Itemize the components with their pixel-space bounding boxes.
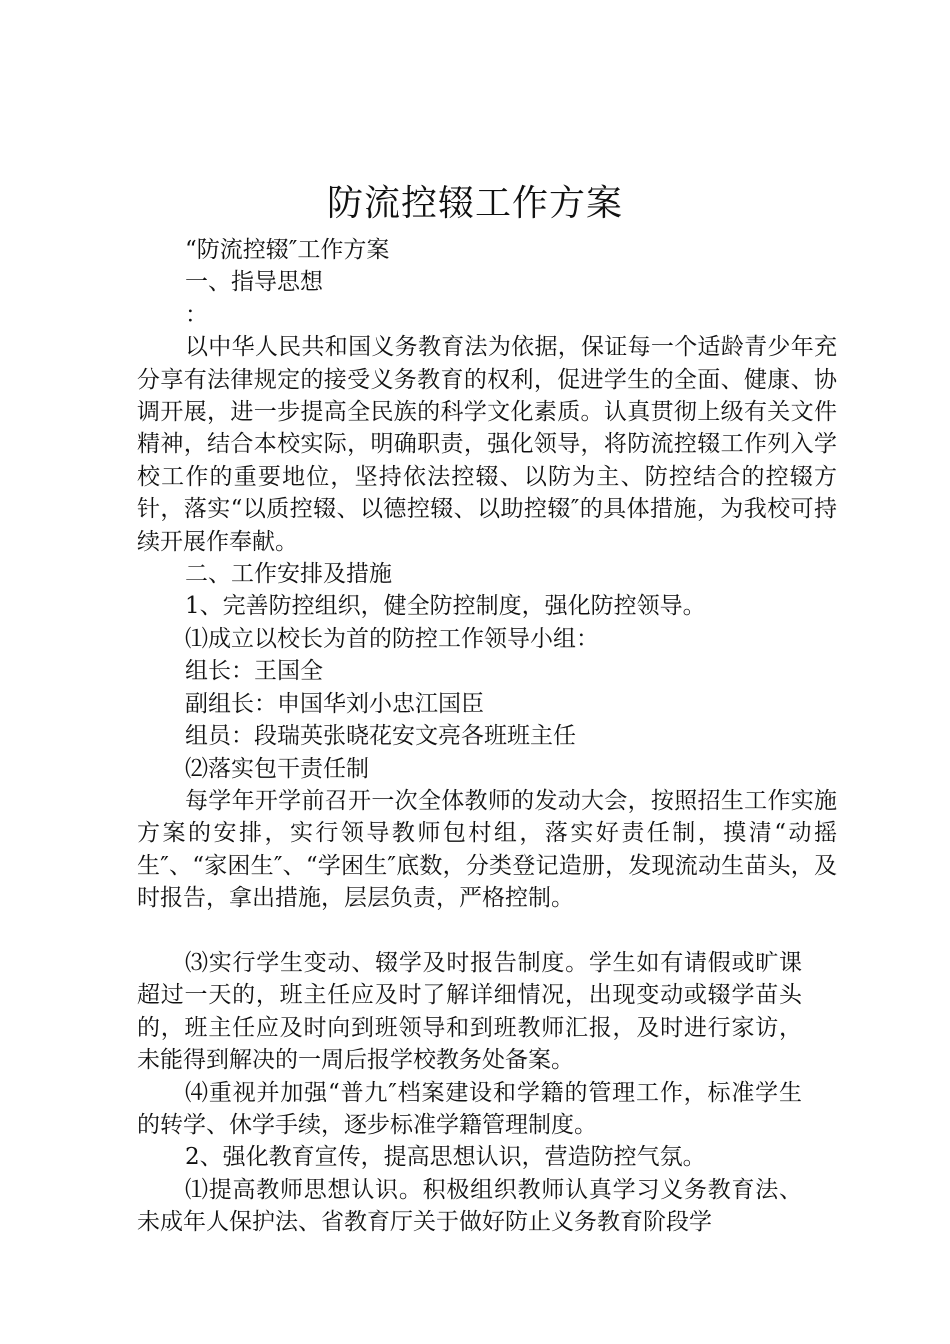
subtitle-paragraph: “防流控辍″工作方案 [185,237,390,263]
sub-item-paragraph: ⑴成立以校长为首的防控工作领导小组： [185,625,599,652]
body-paragraph: ⑴提高教师思想认识。积极组织教师认真学习义务教育法、未成年人保护法、省教育厅关于做好防止义务教育阶段学 [137,1176,802,1236]
paragraph-gap [137,915,837,947]
document-body [137,234,837,1239]
group-members-line: 组员：段瑞英张晓花安文亮各班班主任 [185,723,576,750]
body-paragraph: ⑶实行学生变动、辍学及时报告制度。学生如有请假或旷课超过一天的，班主任应及时了解详细情况，出现变动或辍学苗头的，班主任应及时向到班领导和到班教师汇报，及时进行家访，未能得到解决的一周后报学校教务处备案。 [137,949,802,1074]
list-item-heading: 2、强化教育宣传，提高思想认识，营造防控气氛。 [185,1144,706,1171]
body-paragraph: 每学年开学前召开一次全体教师的发动大会，按照招生工作实施方案的安排，实行领导教师包村组，落实好责任制，摸清“动摇生″、“家困生″、“学困生″底数，分类登记造册，发现流动生苗头，及时报告，拿出措施，层层负责，严格控制。 [137,787,837,912]
sub-item-paragraph: ⑵落实包干责任制 [185,755,369,782]
body-paragraph: ⑷重视并加强“普九″档案建设和学籍的管理工作，标准学生的转学、休学手续，逐步标准学籍管理制度。 [137,1079,802,1138]
body-paragraph: 以中华人民共和国义务教育法为依据，保证每一个适龄青少年充分享有法律规定的接受义务教育的权利，促进学生的全面、健康、协调开展，进一步提高全民族的科学文化素质。认真贯彻上级有关文件精神，结合本校实际，明确职责，强化领导，将防流控辍工作列入学校工作的重要地位，坚持依法控辍、以防为主、防控结合的控辍方针，落实“以质控辍、以德控辍、以助控辍″的具体措施，为我校可持续开展作奉献。 [137,334,837,555]
document-title: 防流控辍工作方案 [326,183,623,224]
colon-paragraph: ： [185,301,208,328]
section-heading-guiding-ideology: 一、指导思想 [185,269,323,296]
list-item-heading: 1、完善防控组织，健全防控制度，强化防控领导。 [185,593,706,620]
section-heading-work-arrangement: 二、工作安排及措施 [185,561,392,588]
deputy-leader-line: 副组长：申国华刘小忠江国臣 [185,690,484,717]
group-leader-line: 组长：王国全 [185,658,323,685]
